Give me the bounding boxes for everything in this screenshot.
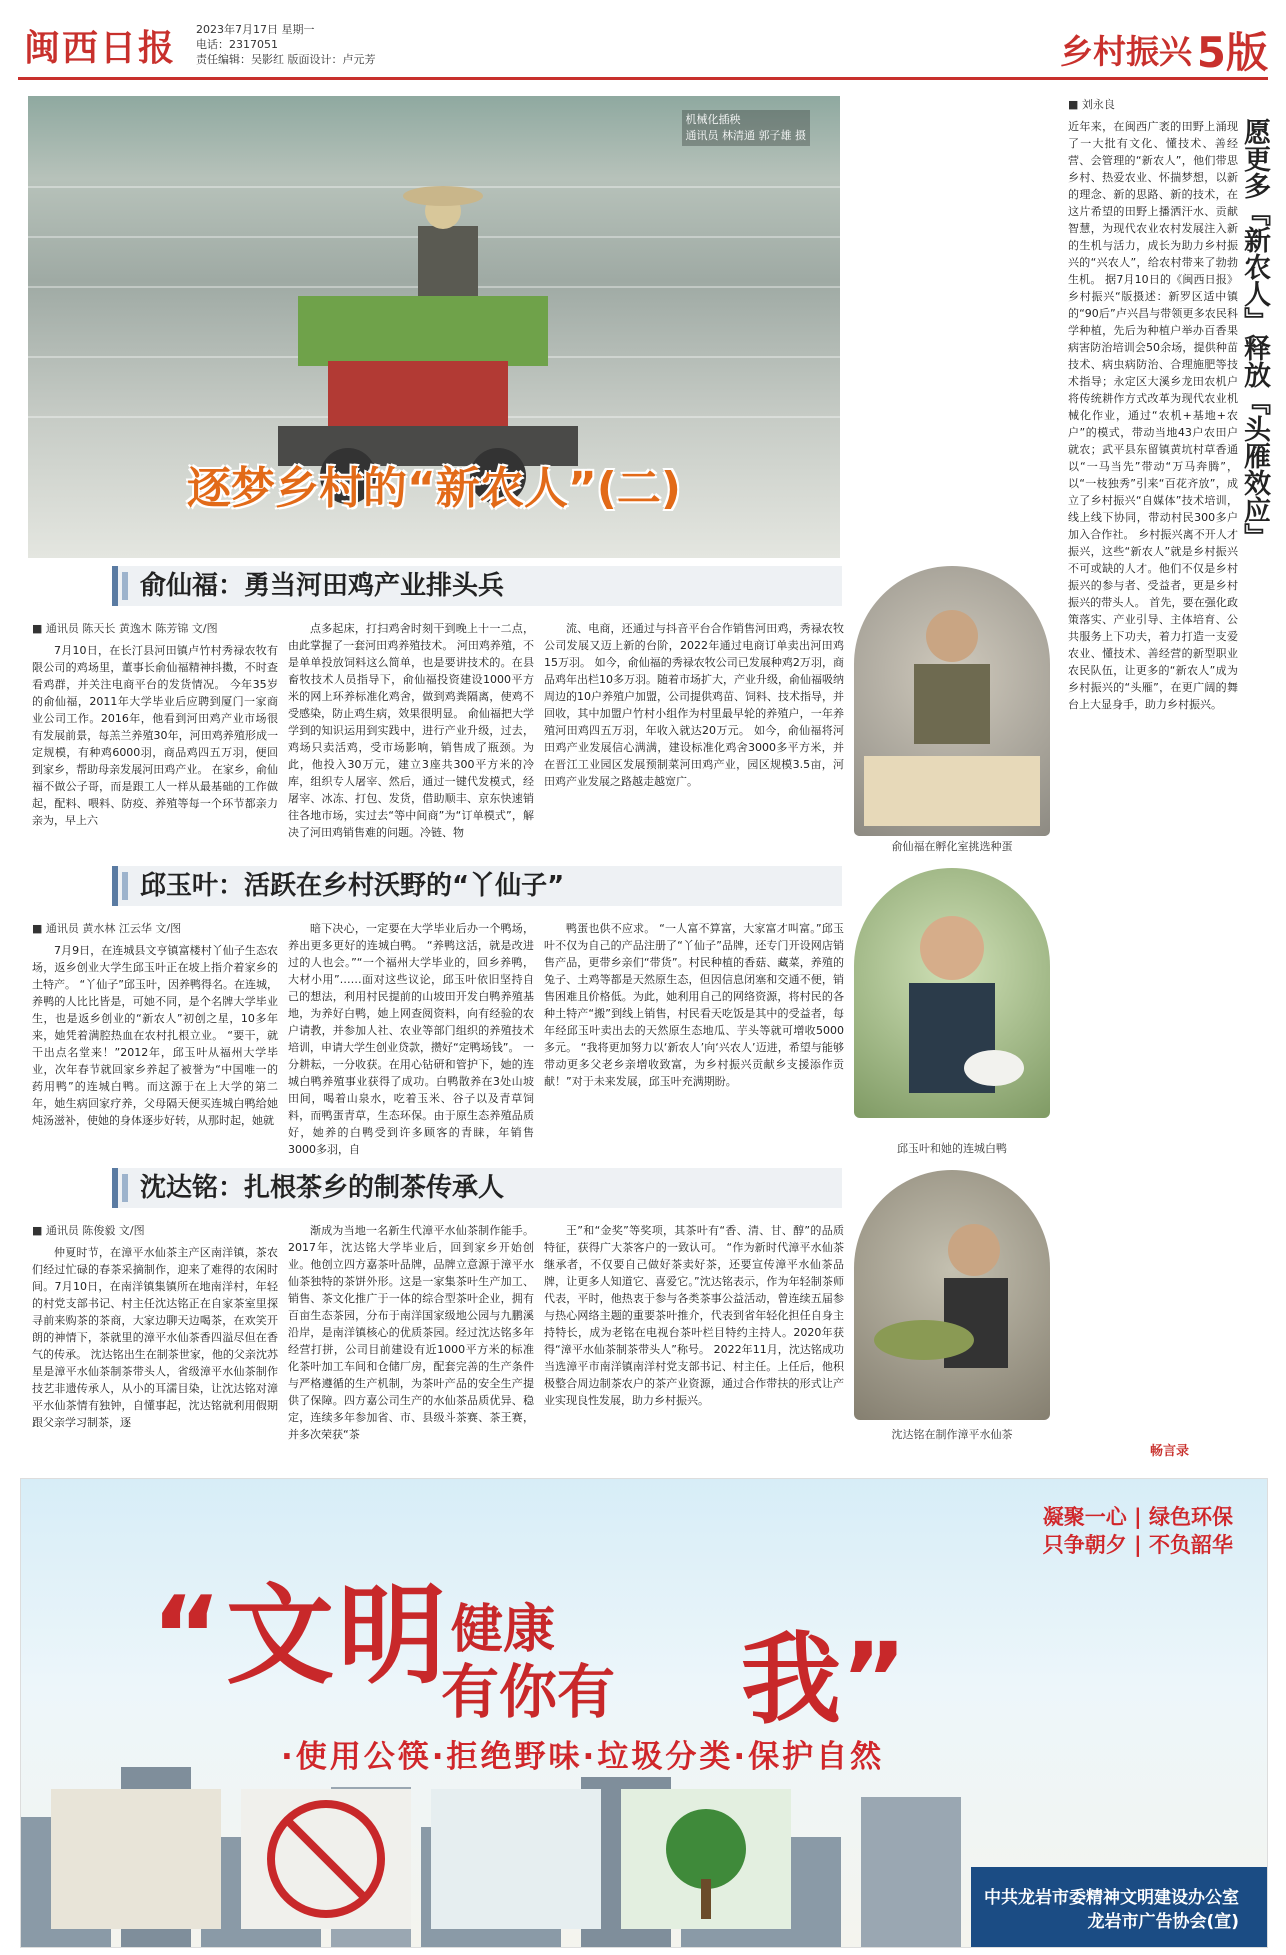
issue-info bbox=[196, 22, 376, 67]
photo-caption: 邱玉叶和她的连城白鸭 bbox=[897, 1142, 1007, 1155]
ad-slogan: 只争朝夕 | 不负韶华 bbox=[1042, 1533, 1233, 1557]
story-column: 渐成为当地一名新生代漳平水仙茶制作能手。 2017年，沈达铭大学毕业后，回到家乡开始创业。他创立四方嘉茶叶品牌，品牌立意源于漳平水仙茶独特的茶饼外形。这是一家集茶叶生产加工、销售、茶文化推广于一体的综合型茶叶企业，拥有百亩生态茶园，分布于南洋国家级地公园与九鹏溪沿岸，是南洋镇核心的优质茶园。经过沈达铭多年经营打拼，公司目前建设有近1000平方米的标准化茶叶加工车间和仓储厂房，配套完善的生产条件与严格遵循的生产机制，为茶叶产品的安全生产提供了保障。四方嘉公司生产的水仙茶品质优异、稳定，连续多年参加省、市、县级斗茶赛、茶王赛，并多次荣获“茶 bbox=[288, 1224, 534, 1441]
person-illustration bbox=[854, 566, 1050, 836]
story-column: 7月10日，在长汀县河田镇卢竹村秀禄农牧有限公司的鸡场里，董事长俞仙福精神抖擞，不时查看鸡群，并关注电商平台的发货情况。 今年35岁的俞仙福，2011年大学毕业后应聘到厦门一家商业公司工作。2016年，他看到河田鸡产业市场很有发展前景，每羔兰养殖30年，河田鸡养殖形成一定规模，有种鸡6000羽，商品鸡四五万羽，便回到家乡，帮助母亲发展河田鸡产业。 在家乡，俞仙福不做公子哥，而是跟工人一样从最基础的工作做起，配料、喂料、防疫、养殖等每一个环节都亲力亲为，早上六 bbox=[32, 644, 278, 827]
story-byline: ■ 通讯员 黄水林 江云华 文/图 bbox=[32, 922, 182, 935]
story-column: 点多起床，打扫鸡舍时刻干到晚上十一二点，由此掌握了一套河田鸡养殖技术。 河田鸡养殖，不是单单投放饲料这么简单，也是要讲技术的。在县畜牧技术人员指导下，俞仙福投资建设1000平方米的网上环养标准化鸡舍，做到鸡粪隔离，使鸡不受感染，防止鸡生病，效果很明显。 俞仙福把大学学到的知识运用到实践中，进行产业升级，过去，鸡场只卖活鸡，受市场影响，销售成了瓶颈。为此，他投入30万元，建立3座共300平方米的冷库，组织专人屠宰、然后，通过一键代发模式，经屠宰、冰冻、打包、发货，借助顺丰、京东快速销往各地市场，实过去“等中间商”为“订单模式”，解决了河田鸡销售难的问题。冷链、物 bbox=[288, 622, 534, 839]
ad-sponsor: 中共龙岩市委精神文明建设办公室 bbox=[984, 1888, 1239, 1908]
story-photo bbox=[854, 1170, 1050, 1420]
story-byline: ■ 通讯员 陈俊毅 文/图 bbox=[32, 1224, 145, 1237]
phone-line: 电话：2317051 bbox=[196, 38, 278, 51]
public-service-ad bbox=[20, 1478, 1268, 1948]
person-illustration bbox=[854, 1170, 1050, 1420]
photo-caption: 俞仙福在孵化室挑选种蛋 bbox=[891, 840, 1013, 853]
hero-photo bbox=[28, 96, 840, 558]
story-title: 沈达铭：扎根茶乡的制茶传承人 bbox=[112, 1168, 842, 1208]
story-column: 暗下决心，一定要在大学毕业后办一个鸭场，养出更多更好的连城白鸭。 “养鸭这活，就是改进过的人也会。”“一个福州大学毕业的，回乡养鸭，大材小用”……面对这些议论，邱玉叶依旧坚持自己的想法，利用村民提前的山坡田开发白鸭养殖基地，为养好白鸭，她上网查阅资料，向有经验的农户请教，并参加人社、农业等部门组织的养殖技术培训，申请大学生创业贷款，攒好“定鸭场钱”。 一分耕耘，一分收获。在用心钻研和管护下，她的连城白鸭养殖事业获得了成功。白鸭散养在3处山坡田间，喝着山泉水，吃着玉米、谷子以及青草饲料，而鸭蛋青草，生态环保。由于原生态养殖品质好，她养的白鸭受到许多顾客的青睐，年销售3000多羽，自 bbox=[288, 922, 534, 1156]
commentary-title: 愿更多『新农人』释放『头雁效应』 bbox=[1239, 118, 1270, 550]
story-column: 鸭蛋也供不应求。 “一人富不算富，大家富才叫富。”邱玉叶不仅为自己的产品注册了“丫仙子”品牌，还专门开设网店销售产品，更带乡亲们“带货”。村民种植的香菇、藏菜，养殖的兔子、土鸡等都是天然原生态，但因信息闭塞和交通不便，销售困难且价格低。为此，她利用自己的网络资源，将村民的各种土特产“搬”到线上销售，村民看天吃饭是其中的受益者，每年经邱玉叶卖出去的天然原生态地瓜、芋头等就可增收5000多元。 “我将更加努力以‘新农人’向‘兴农人’迈进，希望与能够带动更多父老乡亲增收致富，为乡村振兴贡献乡支援添作贡献！”对于未来发展，邱玉叶充满期盼。 bbox=[544, 922, 844, 1088]
story-column: 王”和“金奖”等奖项，其茶叶有“香、清、甘、醇”的品质特征，获得广大茶客户的一致认可。 “作为新时代漳平水仙茶继承者，不仅要自己做好茶卖好茶，还要宣传漳平水仙茶品牌，让更多人知道它、喜爱它。”沈达铭表示，作为年轻制茶师代表，平时，他热衷于参与各类茶事公益活动，曾连续五届参与热心网络主题的重要茶叶推介，代表到省年轻化担任自身主持特长，成为老铭在电视台茶叶栏目特约主持人。2020年获得“漳平水仙茶制茶带头人”称号。 2022年11月，沈达铭成功当选漳平市南洋镇南洋村党支部书记、村主任。上任后，他积极整合周边制茶农户的茶产业资源，通过合作带扶的形式让产业实现良性发展，助力乡村振兴。 bbox=[544, 1224, 844, 1407]
story-photo bbox=[854, 566, 1050, 836]
photo-credit: 机械化插秧 通讯员 林清通 郭子雄 摄 bbox=[682, 110, 811, 146]
commentary-column bbox=[1068, 96, 1268, 1468]
commentary-body: 近年来，在闽西广袤的田野上涌现了一大批有文化、懂技术、善经营、会管理的“新农人”，他们带思乡村、热爱农业、怀揣梦想，以新的理念、新的思路、新的技术，在这片希望的田野上播洒汗水、贡献智慧，为现代农业农村发展注入新的生机与活力，成长为助力乡村振兴的“兴农人”，给农村带来了勃勃生机。 据7月10日的《闽西日报》乡村振兴“版摄述：新罗区适中镇的“90后”卢兴昌与带领更多农民科学种植，先后为种植户举办百香果病害防治培训会50余场，提供种苗技术、病虫病防治、合理施肥等技术指导；永定区大溪乡龙田农机户将传统耕作方式改革为现代农业机械化作业，通过“农机+基地+农户”的模式，带动当地43户农田户就农；武平县东留镇黄坑村草香通以“一马当先”带动“万马奔腾”，以“一枝独秀”引来“百花齐放”，成立了乡村振兴“自媒体”技术培训，线上线下协同，带动村民300多户加入合作社。 乡村振兴离不开人才振兴，这些“新农人”就是乡村振兴不可或缺的人才。他们不仅是乡村振兴的参与者、受益者，更是乡村振兴的带头人。 首先，要在强化政策落实、产业引导、主体培育、公共服务上下功夫，着力打造一支爱农业、懂技术、善经营的新型职业农民队伍，让更多的“新农人”成为乡村振兴的“头雁”，在更广阔的舞台上大显身手，助力乡村振兴。 bbox=[1068, 120, 1238, 711]
story-column: 仲夏时节，在漳平水仙茶主产区南洋镇，茶农们经过忙碌的春茶采摘制作，迎来了难得的农闲时间。7月10日，在南洋镇集镇所在地南洋村，年轻的村党支部书记、村主任沈达铭正在自家茶室里探寻前来购茶的茶商，大家边聊天边喝茶，在欢笑开朗的神情下，茶就里的漳平水仙茶香四溢尽但在香气的传承。 沈达铭出生在制茶世家，他的父亲沈苏星是漳平水仙茶制茶带头人，省级漳平水仙茶制作技艺非遗传承人，从小的耳濡目染，让沈达铭对漳平水仙茶情有独钟，自懂事起，沈达铭就利用假期跟父亲学习制茶，逐 bbox=[32, 1246, 278, 1429]
photo-caption: 沈达铭在制作漳平水仙茶 bbox=[891, 1428, 1013, 1441]
section-name: 乡村振兴 bbox=[1060, 32, 1192, 71]
editor-line: 责任编辑：吴影红 版面设计：卢元芳 bbox=[196, 53, 376, 66]
series-title: 逐梦乡村的“新农人”(二) bbox=[186, 463, 682, 514]
story-title: 俞仙福：勇当河田鸡产业排头兵 bbox=[112, 566, 842, 606]
ad-slogan: 凝聚一心 | 绿色环保 bbox=[1042, 1505, 1233, 1529]
editor-mark: 畅言录 bbox=[1150, 1444, 1190, 1459]
story-photo bbox=[854, 868, 1050, 1118]
commentary-author: ■ 刘永良 bbox=[1068, 98, 1115, 111]
ad-headline-big: 我” bbox=[741, 1621, 907, 1738]
person-illustration bbox=[854, 868, 1050, 1118]
story-column: 流、电商，还通过与抖音平台合作销售河田鸡，秀禄农牧公司发展又迈上新的台阶，2022年通过电商订单卖出河田鸡15万羽。 如今，俞仙福的秀禄农牧公司已发展种鸡2万羽，商品鸡年出栏10多万羽。随着市场扩大，产业升级，俞仙福吸纳周边的10户养殖户加盟，公司提供鸡苗、饲料、技术指导，并回收，其中加盟户竹村小组作为村里最早轮的养殖户，一年养殖河田鸡四五万羽，年收入就达20万元。 如今，俞仙福将河田鸡产业发展信心满满，建设标准化鸡舍3000多平方米，并在晋江工业园区发展预制菜河田鸡产业，园区规模3.5亩，河田鸡产业发展之路越走越宽广。 bbox=[544, 622, 844, 788]
page-number: 5版 bbox=[1196, 28, 1268, 77]
story-title: 邱玉叶：活跃在乡村沃野的“丫仙子” bbox=[112, 866, 842, 906]
story-byline: ■ 通讯员 陈天长 黄逸木 陈芳锦 文/图 bbox=[32, 622, 218, 635]
ad-headline-sub: 健康 bbox=[451, 1599, 556, 1660]
ad-headline-sub: 有你有 bbox=[441, 1658, 616, 1726]
ad-headline: “文明 bbox=[151, 1574, 450, 1699]
ad-icons bbox=[51, 1779, 871, 1939]
story-column: 7月9日，在连城县文亨镇富楼村丫仙子生态农场，返乡创业大学生邱玉叶正在坡上指介着家乡的土特产。 “丫仙子”邱玉叶，因养鸭得名。在连城，养鸭的人比比皆是，可她不同，是个名牌大学毕业生，也是返乡创业的“新农人”初创之星，10多年来，她凭着满腔热血在农村扎根立业。 “要干，就干出点名堂来！”2012年，邱玉叶从福州大学毕业，次年春节就回家乡养起了被誉为“中国唯一的药用鸭”的连城白鸭。而这源于在上大学的第二年，她生病回家疗养，父母隔天便买连城白鸭给她炖汤滋补，使她的身体逐步好转，从那时起，她就 bbox=[32, 944, 278, 1127]
ad-action-list: ·使用公筷·拒绝野味·垃圾分类·保护自然 bbox=[281, 1739, 885, 1775]
ad-sponsor: 龙岩市广告协会(宣) bbox=[1087, 1912, 1239, 1932]
date-line: 2023年7月17日 星期一 bbox=[196, 23, 315, 36]
page-header bbox=[18, 14, 1268, 80]
masthead-logo: 闽西日报 bbox=[24, 27, 177, 69]
